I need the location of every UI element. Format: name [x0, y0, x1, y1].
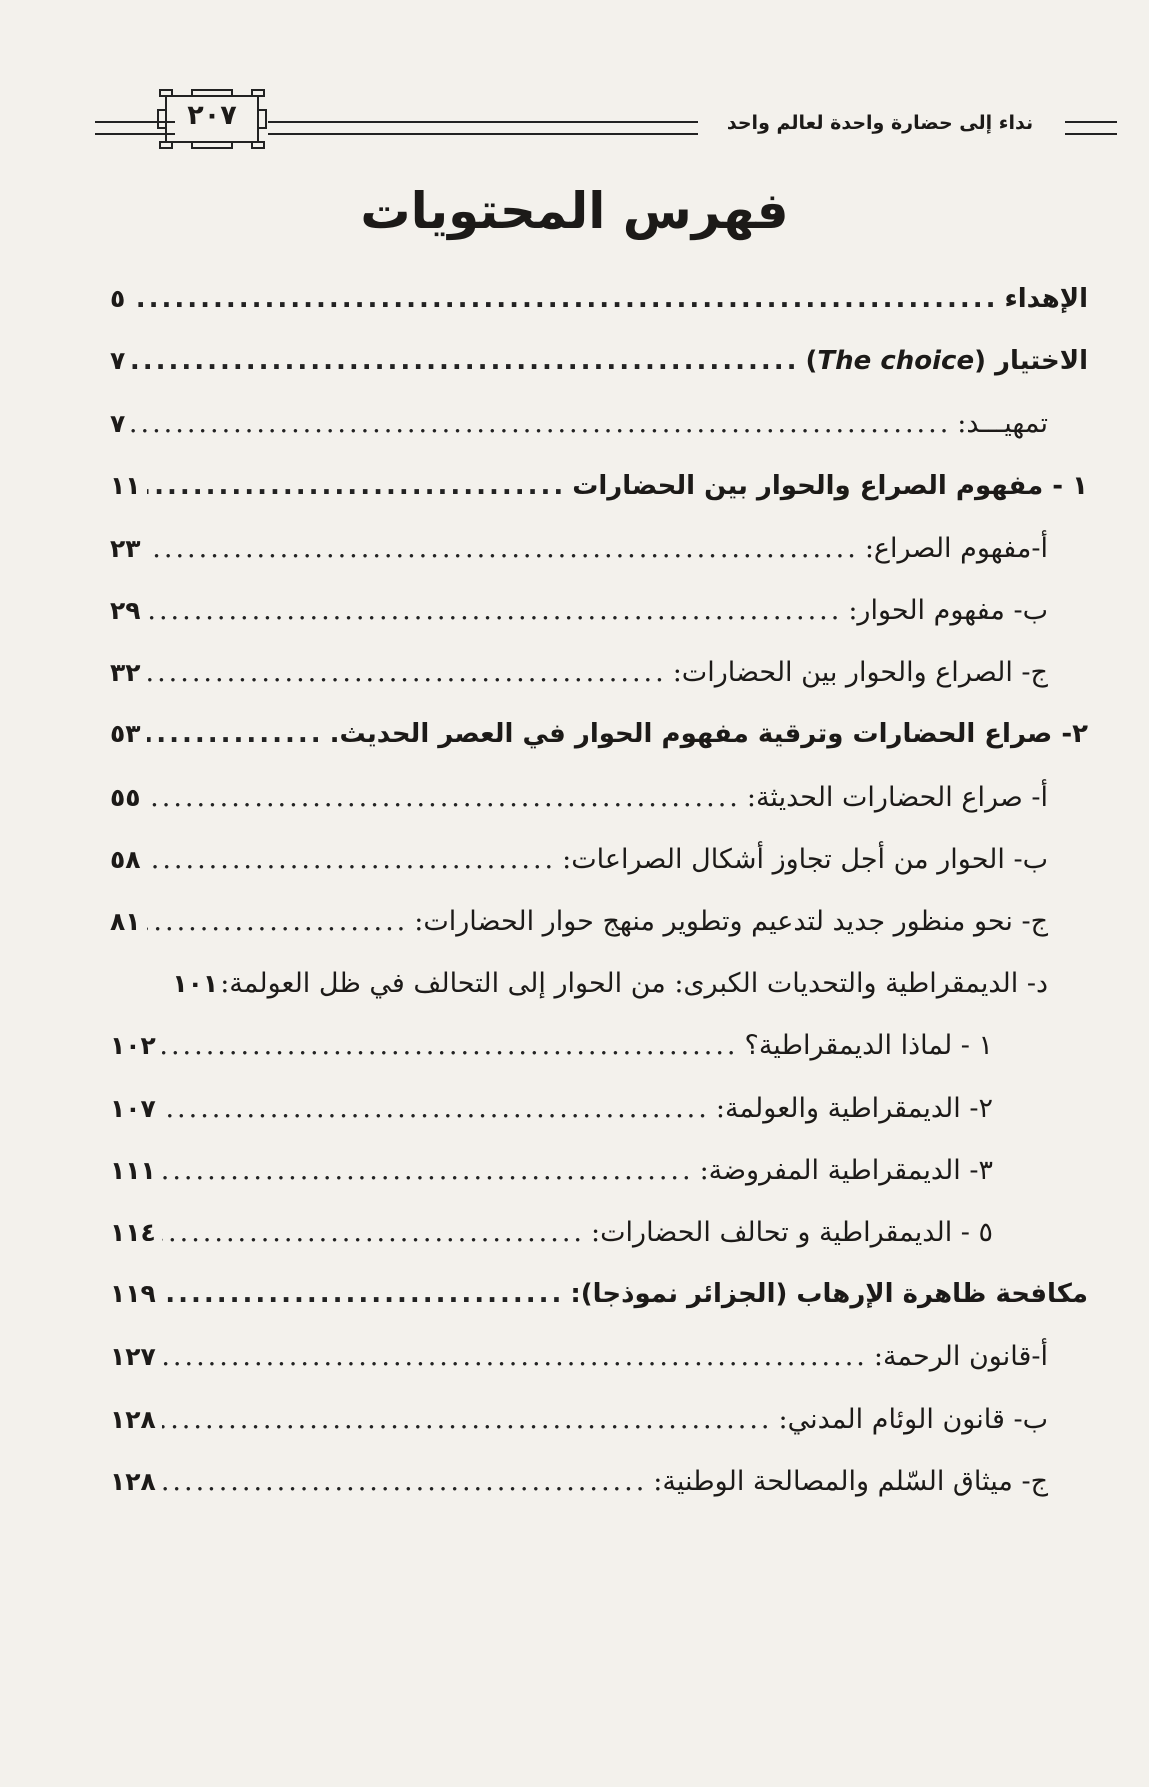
page-number: ٢٠٧ [187, 100, 237, 131]
toc-entry-title [745, 1030, 994, 1061]
toc-entry [110, 1404, 1088, 1450]
toc-entry-title [700, 1155, 993, 1186]
toc-leader-dots [147, 782, 741, 813]
toc-page-number: ١٠٢ [110, 1031, 156, 1061]
page-header [0, 86, 1149, 176]
toc-entry [110, 595, 1088, 641]
toc-entry-latin-text: The choice [817, 346, 975, 377]
toc-page-number: ٣٢ [110, 658, 141, 688]
toc-entry-title [570, 1279, 1088, 1309]
toc-entry-title-text: ١ - لماذا الديمقراطية؟ [744, 1030, 993, 1062]
page-title: فهرس المحتويات [360, 182, 789, 240]
toc-leader-dots [147, 471, 567, 501]
toc-entry-title-text: ج- ميثاق السّلم والمصالحة الوطنية: [653, 1465, 1048, 1497]
toc-page-number: ١١١ [110, 1155, 156, 1185]
toc-leader-dots [147, 595, 843, 626]
toc-entry [110, 1466, 1088, 1512]
toc-entry-title-text: تمهيـــد: [957, 408, 1048, 440]
toc-entry-title [848, 595, 1048, 626]
toc-leader-dots [162, 1404, 773, 1435]
toc-entry-title [653, 1466, 1048, 1497]
toc-entry-title [806, 346, 1088, 376]
toc-page-number: ٨١ [110, 907, 141, 936]
toc-leader-dots [162, 1093, 710, 1124]
toc-entry-title-suffix: ) [805, 346, 818, 377]
toc-page-number: ١٢٧ [110, 1342, 156, 1372]
toc-entry [110, 1341, 1088, 1387]
toc-page-number: ١٠٧ [110, 1093, 156, 1123]
toc-entry-title-text: ج- الصراع والحوار بين الحضارات: [672, 657, 1048, 689]
toc-entry-title [220, 968, 1048, 999]
toc-entry-title-text: ج- نحو منظور جديد لتدعيم وتطوير منهج حوار الحضارات: [414, 906, 1048, 937]
toc-entry-title-text: ب- مفهوم الحوار: [848, 595, 1048, 626]
toc-entry [110, 657, 1088, 703]
toc-entry [110, 346, 1088, 392]
toc-entry [110, 719, 1088, 765]
toc-leader-dots [162, 1341, 868, 1372]
toc-leader-dots [147, 533, 859, 564]
toc-entry-title [779, 1404, 1048, 1435]
toc-page-number: ١٠١ [172, 969, 219, 999]
toc-leader-dots [147, 657, 667, 688]
header-rule-middle [268, 121, 698, 135]
toc-entry [110, 844, 1088, 890]
toc-page-number: ٥ [110, 284, 126, 313]
toc-page-number: ٥٨ [110, 844, 141, 874]
toc-leader-dots [131, 346, 799, 376]
toc-entry [110, 1279, 1088, 1325]
toc-entry [110, 906, 1088, 952]
toc-entry-title [673, 657, 1048, 688]
toc-entry [110, 1217, 1088, 1263]
toc-entry-title-text: أ-مفهوم الصراع: [864, 532, 1048, 564]
toc-entry [110, 968, 1088, 1014]
toc-entry-title [1004, 284, 1088, 314]
toc-leader-dots [131, 284, 998, 314]
toc-entry-title [330, 719, 1088, 749]
toc-entry-title-text: أ- صراع الحضارات الحديثة: [746, 781, 1048, 813]
toc-page-number: ٢٣ [110, 533, 141, 563]
toc-entry [110, 408, 1088, 454]
header-rule-right [1065, 121, 1117, 135]
toc-leader-dots [147, 719, 324, 749]
toc-leader-dots [147, 906, 409, 937]
toc-entry [110, 471, 1088, 517]
toc-page-number: ١١ [110, 470, 141, 500]
toc-leader-dots [162, 1030, 739, 1061]
toc-entry-title-text: ب- قانون الوئام المدني: [778, 1403, 1048, 1435]
toc-page-number: ٥٣ [110, 719, 141, 749]
toc-entry-title-text: ٥ - الديمقراطية و تحالف الحضارات: [591, 1217, 993, 1248]
toc-leader-dots [162, 1217, 585, 1248]
toc-entry-title [716, 1093, 993, 1124]
running-title: نداء إلى حضارة واحدة لعالم واحد [726, 112, 1034, 134]
toc-page-number: ٥٥ [110, 782, 141, 812]
toc-entry-title-text: مكافحة ظاهرة الإرهاب (الجزائر نموذجا): [570, 1279, 1088, 1310]
toc-entry [110, 782, 1088, 828]
toc-entry-title [874, 1341, 1048, 1372]
toc-entry-title [562, 844, 1048, 875]
toc-entry-title-text: ٢- الديمقراطية والعولمة: [715, 1092, 993, 1124]
toc-page-number: ٢٩ [110, 596, 141, 625]
toc-entry-title-text: ب- الحوار من أجل تجاوز أشكال الصراعات: [562, 843, 1048, 875]
toc-entry-title-text: ٣- الديمقراطية المفروضة: [699, 1154, 993, 1186]
toc-entry [110, 284, 1088, 330]
toc-leader-dots [162, 1155, 694, 1186]
toc-leader-dots [131, 408, 951, 439]
toc-entry-title [591, 1217, 993, 1248]
toc-entry-title-text: الاختيار ( [974, 346, 1088, 377]
toc-entry-title [865, 533, 1048, 564]
toc-entry-title-text: د- الديمقراطية والتحديات الكبرى: من الحوار إلى التحالف في ظل العولمة: [220, 968, 1048, 1000]
toc-page-number: ١٢٨ [110, 1466, 156, 1496]
toc-entry-title-text: ٢- صراع الحضارات وترقية مفهوم الحوار في العصر الحديث. [329, 719, 1088, 750]
toc-entry [110, 1093, 1088, 1139]
toc-page-number: ١١٩ [110, 1279, 156, 1309]
toc-page-number: ٧ [110, 409, 126, 439]
toc-leader-dots [162, 1466, 648, 1497]
toc-entry-title [747, 782, 1048, 813]
toc-entry-title [572, 471, 1088, 501]
toc-entry [110, 1155, 1088, 1201]
toc-entry-title [957, 408, 1048, 439]
toc-leader-dots [147, 844, 557, 875]
toc-entry [110, 1030, 1088, 1076]
toc-entry-title-text: ١ - مفهوم الصراع والحوار بين الحضارات [572, 470, 1088, 501]
toc-entry-title [414, 906, 1048, 937]
toc-entry-title-text: أ-قانون الرحمة: [873, 1341, 1048, 1373]
toc-page-number: ١٢٨ [110, 1404, 156, 1434]
toc-leader-dots [162, 1279, 565, 1309]
toc-entry [110, 533, 1088, 579]
toc-entry-title-text: الإهداء [1004, 284, 1088, 314]
toc-page-number: ١١٤ [110, 1218, 156, 1247]
toc-page-number: ٧ [110, 346, 126, 376]
